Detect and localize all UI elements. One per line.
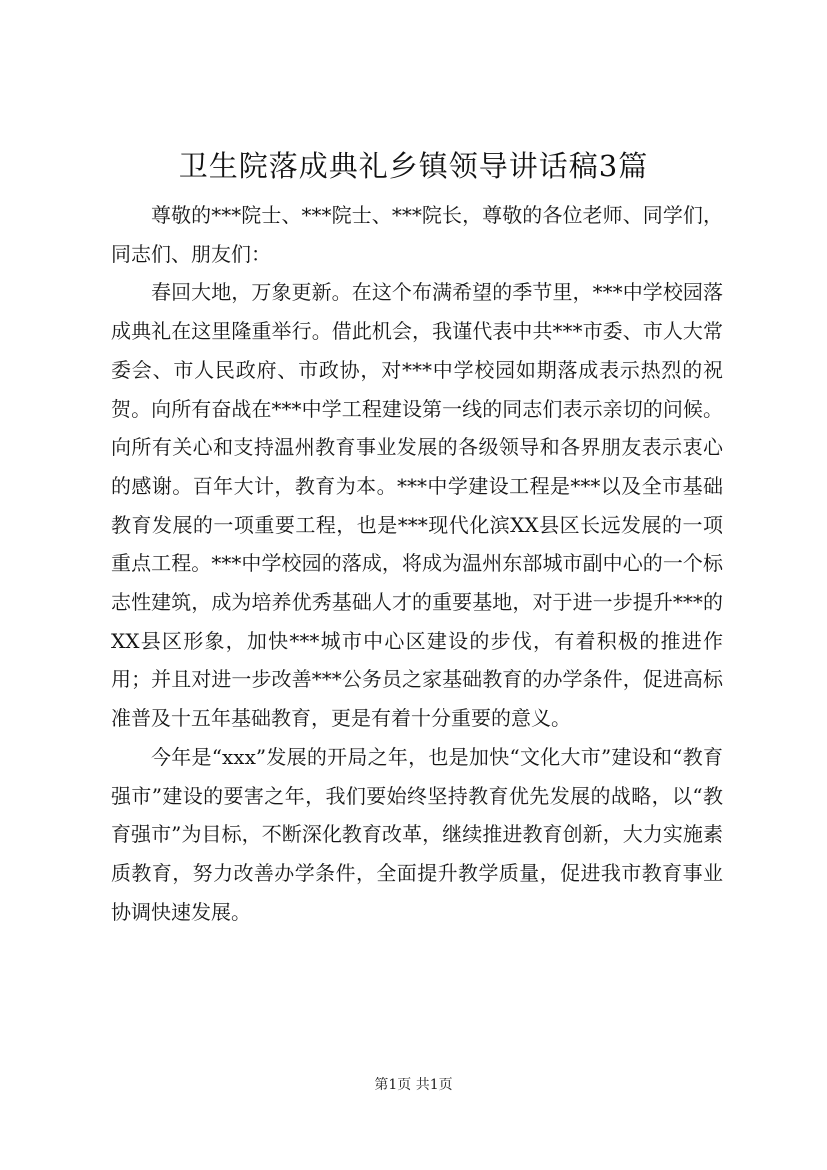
document-body — [111, 196, 723, 931]
page-footer: 第1页 共1页 — [374, 1077, 453, 1093]
paragraph-salutation: 尊敬的***院士、***院士、***院长，尊敬的各位老师、同学们，同志们、朋友们： — [111, 203, 723, 266]
document-title: 卫生院落成典礼乡镇领导讲话稿3篇 — [178, 149, 649, 183]
paragraph-goals: 今年是“xxx”发展的开局之年，也是加快“文化大市”建设和“教育强市”建设的要害之年，我们要始终坚持教育优先发展的战略，以“教育强市”为目标，不断深化教育改革，继续推进教育创新，大力实施素质教育，努力改善办学条件，全面提升教学质量，促进我市教育事业协调快速发展。 — [111, 744, 723, 924]
paragraph-opening: 春回大地，万象更新。在这个布满希望的季节里，***中学校园落成典礼在这里隆重举行。借此机会，我谨代表中共***市委、市人大常委会、市人民政府、市政协，对***中学校园如期落成表示热烈的祝贺。向所有奋战在***中学工程建设第一线的同志们表示亲切的问候。向所有关心和支持温州教育事业发展的各级领导和各界朋友表示衷心的感谢。百年大计，教育为本。***中学建设工程是***以及全市基础教育发展的一项重要工程，也是***现代化滨XX县区长远发展的一项重点工程。***中学校园的落成，将成为温州东部城市副中心的一个标志性建筑，成为培养优秀基础人才的重要基地，对于进一步提升***的XX县区形象，加快***城市中心区建设的步伐，有着积极的推进作用；并且对进一步改善***公务员之家基础教育的办学条件，促进高标准普及十五年基础教育，更是有着十分重要的意义。 — [111, 280, 723, 731]
